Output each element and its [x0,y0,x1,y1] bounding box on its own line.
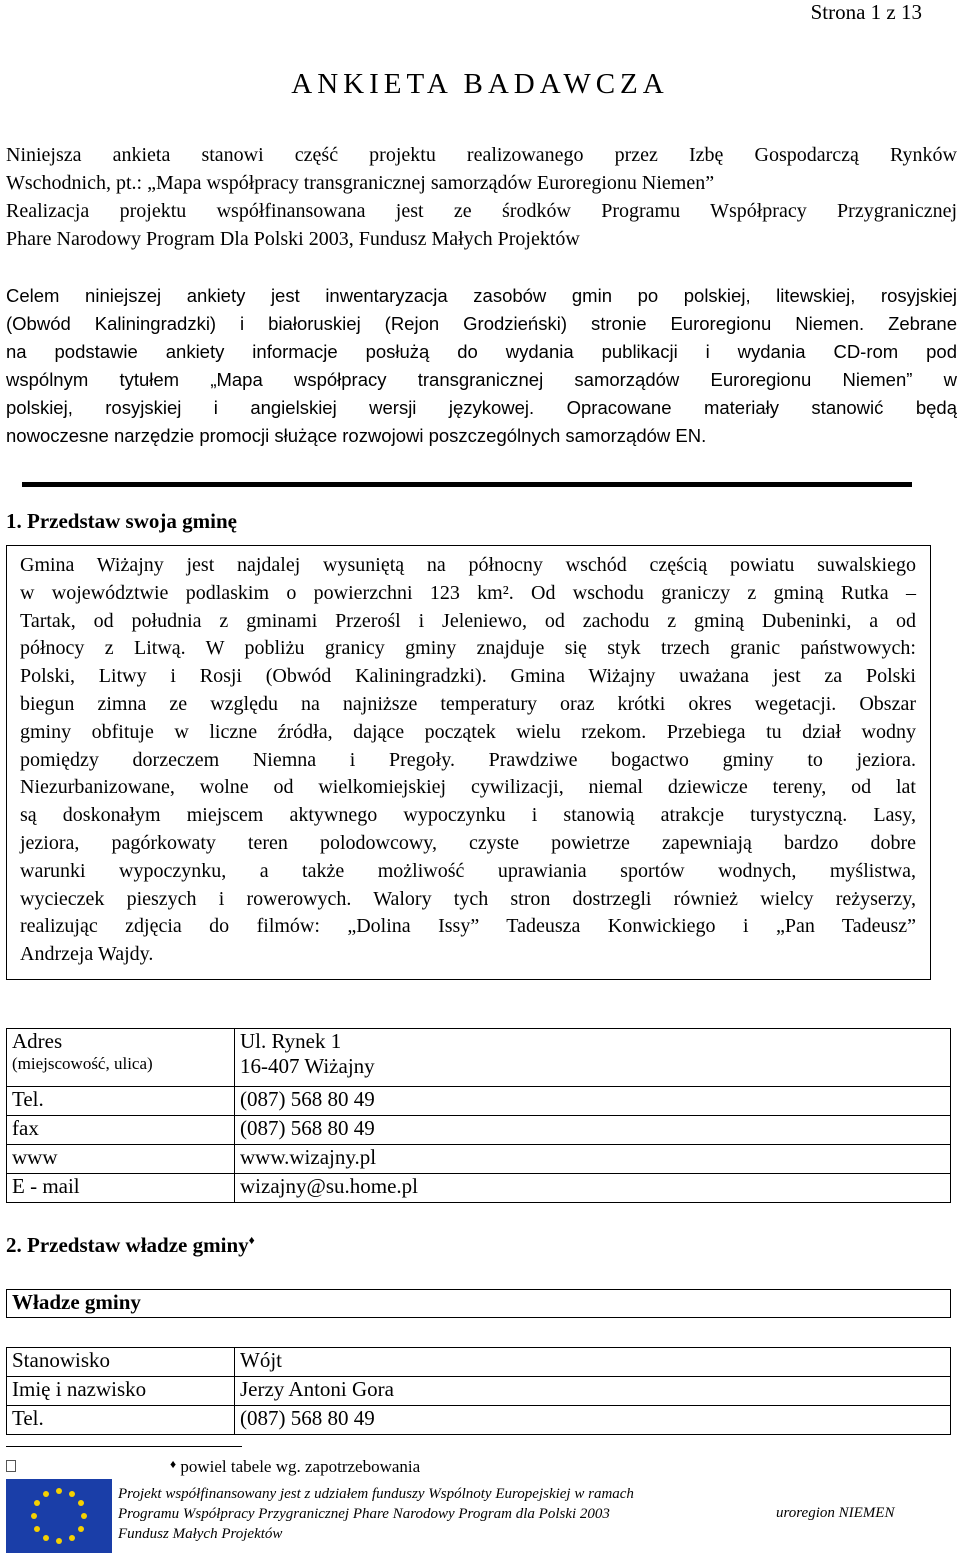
table-label: E - mail [7,1174,235,1203]
address-line2: 16-407 Wiżajny [240,1054,375,1078]
table-label: Imię i nazwisko [7,1377,235,1406]
section2-heading [6,1233,255,1258]
footnote-text: powiel tabele wg. zapotrzebowania [180,1457,421,1476]
purpose-line: wspólnym tytułem „Mapa współpracy transgranicznej samorządów Euroregionu Niemen” w [6,369,957,390]
table-label: Tel. [7,1087,235,1116]
purpose-line: nowoczesne narzędzie promocji służące rozwojowi poszczególnych samorządów EN. [6,425,707,446]
table-value: (087) 568 80 49 [235,1116,951,1145]
section1-line: Tartak, od południa z gminami Przerośl i Jeleniewo, od zachodu z gminą Dubeninki, a od [20,609,916,632]
address-sublabel: (miejscowość, ulica) [12,1054,153,1073]
footer-line: Projekt współfinansowany jest z udziałem funduszy Wspólnoty Europejskiej w ramach [118,1486,634,1502]
section1-line: północy z Litwą. W pobliżu granicy gminy znajduje się styk trzech granic państwowych: [20,637,916,660]
authorities-header: Władze gminy [7,1290,951,1318]
table-label: Stanowisko [7,1348,235,1377]
table-value: (087) 568 80 49 [235,1087,951,1116]
intro-line [6,169,957,197]
table-value: Jerzy Antoni Gora [235,1377,951,1406]
table-label: www [7,1145,235,1174]
intro-paragraph [6,141,957,253]
section1-line: warunki wypoczynku, a także możliwość uprawiania sportów wodnych, myślistwa, [20,859,916,882]
eu-flag-icon [6,1479,112,1553]
intro-line: Niniejsza ankieta stanowi część projektu realizowanego przez Izbę Gospodarczą Rynków [6,144,957,166]
section1-heading: 1. Przedstaw swoja gminę [6,509,237,533]
purpose-line: (Obwód Kaliningradzki) i białoruskiej (Rejon Grodzieński) stronie Euroregionu Niemen. Zebrane [6,313,957,334]
purpose-line: polskiej, rosyjskiej i angielskiej wersji językowej. Opracowane materiały stanowić będą [6,397,957,418]
footnote-mark: ♦ [170,1457,177,1471]
footer-line: Fundusz Małych Projektów [118,1526,283,1542]
page-number: Strona 1 z 13 [810,0,922,24]
intro-line: Phare Narodowy Program Dla Polski 2003, Fundusz Małych Projektów [6,228,580,250]
section1-line: realizując zdjęcia do filmów: „Dolina Issy” Tadeusza Konwickiego i „Pan Tadeusz” [20,915,916,938]
footnote-rule [6,1446,242,1447]
table-label: Tel. [7,1406,235,1435]
footnote-box-icon [6,1460,16,1472]
intro-line-text: Wschodnich, pt.: „Mapa współpracy transgranicznej samorządów Euroregionu Niemen” [6,172,715,194]
horizontal-rule [22,482,912,487]
section1-line: w województwie podlaskim o powierzchni 123 km². Od wschodu graniczy z gminą Rutka – [20,581,916,604]
table-value: www.wizajny.pl [235,1145,951,1174]
address-label-cell [7,1029,235,1087]
section2-heading-text: 2. Przedstaw władze gminy [6,1233,249,1257]
authorities-header-table [6,1289,951,1318]
address-table [6,1028,951,1203]
authorities-table [6,1347,951,1435]
address-value-cell [235,1029,951,1087]
address-line1: Ul. Rynek 1 [240,1029,342,1053]
purpose-line: na podstawie ankiety informacje posłużą do wydania publikacji i wydania CD-rom pod [6,341,957,362]
address-label: Adres [12,1029,63,1053]
footnote-ref: ♦ [248,1233,255,1247]
section1-line: gminy obfituje w liczne źródła, dające początek wielu rzekom. Przebiega tu dział wodny [20,720,916,743]
footer-text [118,1484,634,1544]
footer-line: Programu Współpracy Przygranicznej Phare Narodowy Program dla Polski 2003 [118,1506,610,1522]
section1-line: Gmina Wiżajny jest najdalej wysuniętą na północny wschód częścią powiatu suwalskiego [20,554,916,576]
table-value: wizajny@su.home.pl [235,1174,951,1203]
footer-euroregion: uroregion NIEMEN [776,1505,895,1521]
section1-line: Polski, Litwy i Rosji (Obwód Kaliningradzki). Gmina Wiżajny uważana jest za Polski [20,665,916,688]
section1-line: Andrzeja Wajdy. [20,943,154,966]
purpose-paragraph [6,282,957,450]
section1-box [6,545,931,980]
section1-line: biegun zimna ze względu na najniższe temperatury oraz krótki okres wegetacji. Obszar [20,692,916,715]
section1-line: są doskonałym miejscem aktywnego wypoczynku i stanowią atrakcje turystyczną. Lasy, [20,804,916,827]
footnote [170,1457,420,1477]
purpose-line: Celem niniejszej ankiety jest inwentaryzacja zasobów gmin po polskiej, litewskiej, rosyjskiej [6,285,957,306]
section1-line: pomiędzy dorzeczem Niemna i Pregoły. Prawdziwe bogactwo gminy to jeziora. [20,748,916,771]
table-value: Wójt [235,1348,951,1377]
section1-line: jeziora, pagórkowaty teren polodowcowy, czyste powietrze zapewniają bardzo dobre [20,831,916,854]
page-title: ANKIETA BADAWCZA [291,68,669,100]
section1-line: Niezurbanizowane, wolne od wielkomiejskiej cywilizacji, niemal dziewicze tereny, od lat [20,776,916,799]
section1-line: wycieczek pieszych i rowerowych. Walory tych stron dostrzegli również wielcy reżyserzy, [20,887,916,910]
intro-line: Realizacja projektu współfinansowana jest ze środków Programu Współpracy Przygranicznej [6,200,957,222]
table-value: (087) 568 80 49 [235,1406,951,1435]
table-label: fax [7,1116,235,1145]
